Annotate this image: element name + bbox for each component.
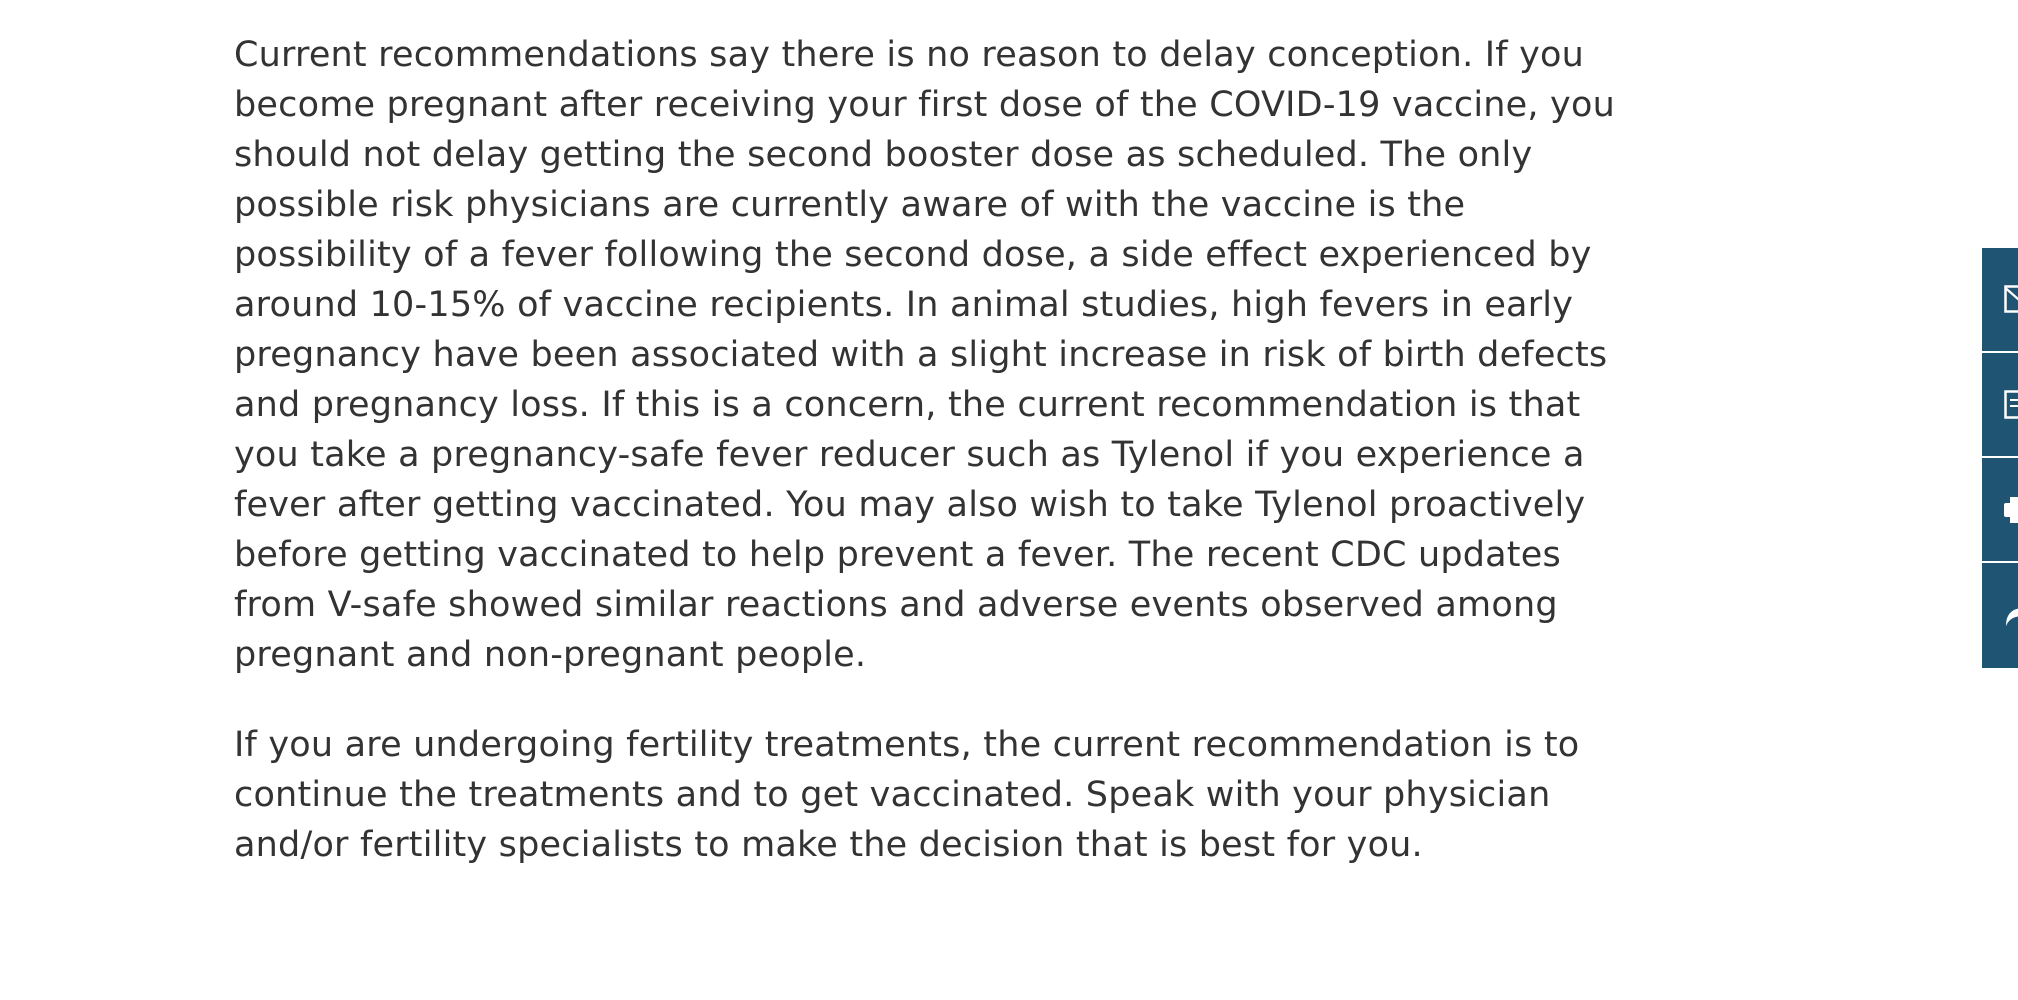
message-share-button[interactable] bbox=[1982, 353, 2018, 456]
print-button[interactable] bbox=[1982, 458, 2018, 561]
article-paragraph: If you are undergoing fertility treatments, the current recommendation is to continue the treatments and to get vaccinated. Speak with your physician and/or fertility specialists to make the decision that is best for you. bbox=[234, 725, 1580, 865]
share-button[interactable] bbox=[1982, 563, 2018, 668]
article-paragraph: Current recommendations say there is no reason to delay conception. If you become pregnant after receiving your first dose of the COVID-19 vaccine, you should not delay getting the second booster dose as scheduled. The only possible risk physicians are currently aware of with the vaccine is the possibility of a fever following the second dose, a side effect experienced by around 10-15% of vaccine recipients. In animal studies, high fevers in early pregnancy have been associated with a slight increase in risk of birth defects and pregnancy loss. If this is a concern, the current recommendation is that you take a pregnancy-safe fever reducer such as Tylenol if you experience a fever after getting vaccinated. You may also wish to take Tylenol proactively before getting vaccinated to help prevent a fever. The recent CDC updates from V-safe showed similar reactions and adverse events observed among pregnant and non-pregnant people. bbox=[234, 35, 1615, 675]
article-body bbox=[234, 30, 1644, 870]
share-rail bbox=[1982, 248, 2018, 670]
email-share-button[interactable] bbox=[1982, 248, 2018, 351]
